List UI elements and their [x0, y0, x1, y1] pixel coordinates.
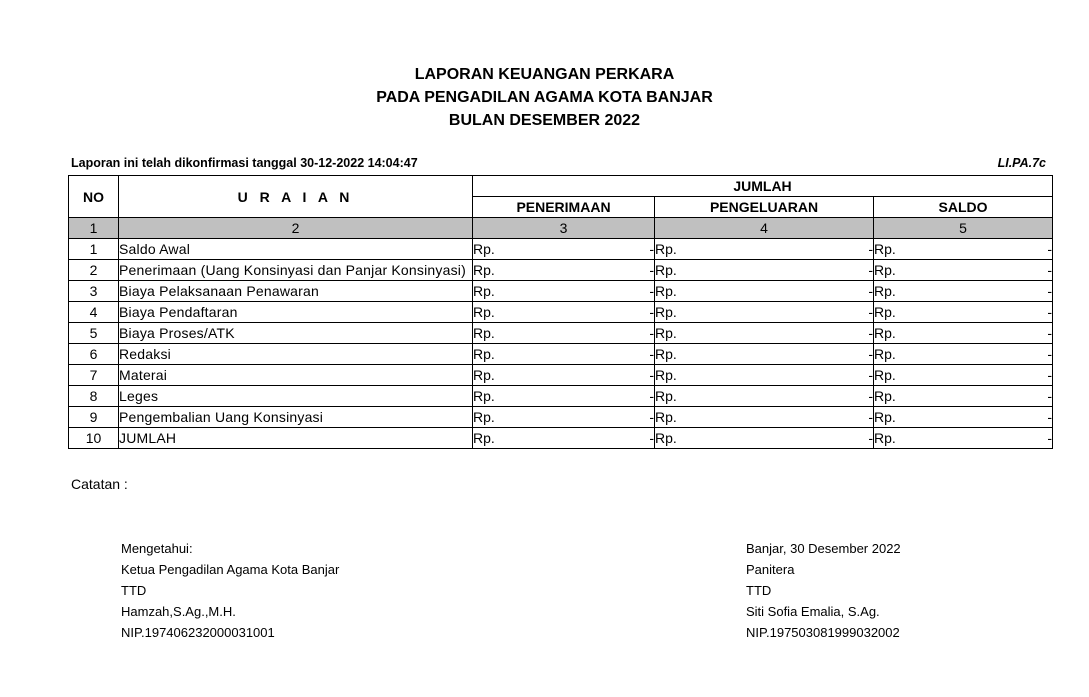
amount-value: -: [649, 388, 654, 404]
sig-left-position: Ketua Pengadilan Agama Kota Banjar: [121, 562, 340, 577]
table-row: [69, 344, 1053, 365]
amount-pengeluaran: [655, 428, 874, 449]
amount-value: -: [649, 304, 654, 320]
sig-right-ttd: TTD: [746, 583, 772, 598]
amount-saldo: [874, 302, 1053, 323]
currency-label: Rp.: [874, 262, 896, 278]
currency-label: Rp.: [655, 262, 677, 278]
currency-label: Rp.: [874, 430, 896, 446]
amount-value: -: [1047, 346, 1052, 362]
amount-value: -: [1047, 283, 1052, 299]
amount-pengeluaran: [655, 260, 874, 281]
sig-right-position: Panitera: [746, 562, 795, 577]
currency-label: Rp.: [874, 304, 896, 320]
header-uraian: U R A I A N: [119, 176, 473, 218]
amount-value: -: [1047, 325, 1052, 341]
sig-right-name: Siti Sofia Emalia, S.Ag.: [746, 604, 880, 619]
row-description: JUMLAH: [119, 428, 473, 449]
amount-value: -: [868, 409, 873, 425]
amount-value: -: [868, 304, 873, 320]
table-row: [69, 365, 1053, 386]
row-description: Pengembalian Uang Konsinyasi: [119, 407, 473, 428]
row-description: Leges: [119, 386, 473, 407]
currency-label: Rp.: [874, 367, 896, 383]
amount-value: -: [1047, 262, 1052, 278]
row-number: 1: [69, 239, 119, 260]
amount-saldo: [874, 344, 1053, 365]
currency-label: Rp.: [655, 409, 677, 425]
header-pengeluaran: PENGELUARAN: [655, 197, 874, 218]
amount-pengeluaran: [655, 239, 874, 260]
row-description: Penerimaan (Uang Konsinyasi dan Panjar Konsinyasi): [119, 260, 473, 281]
currency-label: Rp.: [473, 367, 495, 383]
confirmation-text: Laporan ini telah dikonfirmasi tanggal 30-12-2022 14:04:47: [71, 156, 418, 170]
row-description: Saldo Awal: [119, 239, 473, 260]
amount-saldo: [874, 407, 1053, 428]
row-number: 9: [69, 407, 119, 428]
amount-value: -: [649, 430, 654, 446]
currency-label: Rp.: [874, 241, 896, 257]
amount-value: -: [868, 388, 873, 404]
amount-penerimaan: [473, 239, 655, 260]
row-number: 4: [69, 302, 119, 323]
amount-value: -: [649, 409, 654, 425]
amount-saldo: [874, 239, 1053, 260]
currency-label: Rp.: [655, 346, 677, 362]
row-number: 5: [69, 323, 119, 344]
currency-label: Rp.: [655, 283, 677, 299]
amount-value: -: [649, 367, 654, 383]
currency-label: Rp.: [655, 430, 677, 446]
amount-value: -: [868, 283, 873, 299]
currency-label: Rp.: [874, 325, 896, 341]
amount-pengeluaran: [655, 407, 874, 428]
currency-label: Rp.: [874, 388, 896, 404]
table-row: [69, 428, 1053, 449]
table-row: [69, 407, 1053, 428]
currency-label: Rp.: [655, 304, 677, 320]
currency-label: Rp.: [473, 304, 495, 320]
amount-value: -: [1047, 388, 1052, 404]
table-row: [69, 239, 1053, 260]
amount-value: -: [649, 262, 654, 278]
amount-pengeluaran: [655, 323, 874, 344]
row-number: 3: [69, 281, 119, 302]
row-number: 2: [69, 260, 119, 281]
currency-label: Rp.: [874, 409, 896, 425]
amount-pengeluaran: [655, 344, 874, 365]
amount-value: -: [868, 346, 873, 362]
amount-value: -: [649, 325, 654, 341]
currency-label: Rp.: [655, 367, 677, 383]
table-row: [69, 386, 1053, 407]
sig-left-ttd: TTD: [121, 583, 147, 598]
table-row: [69, 302, 1053, 323]
row-number: 8: [69, 386, 119, 407]
currency-label: Rp.: [655, 388, 677, 404]
header-saldo: SALDO: [874, 197, 1053, 218]
amount-value: -: [868, 430, 873, 446]
amount-value: -: [1047, 409, 1052, 425]
amount-penerimaan: [473, 365, 655, 386]
currency-label: Rp.: [874, 346, 896, 362]
currency-label: Rp.: [473, 409, 495, 425]
signature-left: [121, 538, 339, 643]
sig-right-nip: NIP.197503081999032002: [746, 625, 900, 640]
amount-saldo: [874, 428, 1053, 449]
amount-value: -: [868, 325, 873, 341]
row-description: Biaya Pendaftaran: [119, 302, 473, 323]
column-number-row: [69, 218, 1053, 239]
amount-value: -: [1047, 241, 1052, 257]
amount-penerimaan: [473, 386, 655, 407]
amount-value: -: [649, 346, 654, 362]
amount-penerimaan: [473, 407, 655, 428]
amount-penerimaan: [473, 428, 655, 449]
currency-label: Rp.: [473, 325, 495, 341]
row-description: Redaksi: [119, 344, 473, 365]
table-row: [69, 281, 1053, 302]
row-description: Biaya Pelaksanaan Penawaran: [119, 281, 473, 302]
signature-right: [746, 538, 901, 643]
sig-right-place-date: Banjar, 30 Desember 2022: [746, 541, 901, 556]
amount-value: -: [868, 367, 873, 383]
header-jumlah: JUMLAH: [473, 176, 1053, 197]
amount-value: -: [868, 262, 873, 278]
report-title: LAPORAN KEUANGAN PERKARA: [414, 66, 675, 83]
currency-label: Rp.: [473, 283, 495, 299]
amount-value: -: [649, 241, 654, 257]
currency-label: Rp.: [655, 325, 677, 341]
amount-pengeluaran: [655, 386, 874, 407]
row-description: Materai: [119, 365, 473, 386]
currency-label: Rp.: [874, 283, 896, 299]
row-description: Biaya Proses/ATK: [119, 323, 473, 344]
amount-penerimaan: [473, 302, 655, 323]
amount-penerimaan: [473, 344, 655, 365]
amount-value: -: [1047, 304, 1052, 320]
column-number: 1: [69, 218, 119, 239]
sig-left-name: Hamzah,S.Ag.,M.H.: [121, 604, 236, 619]
row-number: 7: [69, 365, 119, 386]
currency-label: Rp.: [473, 241, 495, 257]
amount-penerimaan: [473, 260, 655, 281]
sig-left-nip: NIP.197406232000031001: [121, 625, 275, 640]
currency-label: Rp.: [473, 262, 495, 278]
header-no: NO: [69, 176, 119, 218]
table-row: [69, 323, 1053, 344]
row-number: 6: [69, 344, 119, 365]
table-row: [69, 260, 1053, 281]
amount-saldo: [874, 365, 1053, 386]
amount-penerimaan: [473, 323, 655, 344]
amount-value: -: [1047, 430, 1052, 446]
amount-pengeluaran: [655, 365, 874, 386]
amount-saldo: [874, 323, 1053, 344]
sig-left-acknowledged: Mengetahui:: [121, 541, 193, 556]
amount-value: -: [649, 283, 654, 299]
notes-label: Catatan :: [71, 476, 128, 492]
amount-value: -: [1047, 367, 1052, 383]
currency-label: Rp.: [473, 346, 495, 362]
currency-label: Rp.: [655, 241, 677, 257]
column-number: 2: [119, 218, 473, 239]
currency-label: Rp.: [473, 430, 495, 446]
row-number: 10: [69, 428, 119, 449]
amount-value: -: [868, 241, 873, 257]
column-number: 5: [874, 218, 1053, 239]
report-period: BULAN DESEMBER 2022: [448, 112, 641, 129]
financial-table: [68, 175, 1053, 449]
header-row: [69, 176, 1053, 197]
amount-penerimaan: [473, 281, 655, 302]
amount-pengeluaran: [655, 302, 874, 323]
currency-label: Rp.: [473, 388, 495, 404]
form-code: LI.PA.7c: [997, 156, 1046, 170]
column-number: 3: [473, 218, 655, 239]
amount-saldo: [874, 386, 1053, 407]
report-subtitle: PADA PENGADILAN AGAMA KOTA BANJAR: [376, 89, 713, 106]
header-penerimaan: PENERIMAAN: [473, 197, 655, 218]
column-number: 4: [655, 218, 874, 239]
amount-saldo: [874, 281, 1053, 302]
amount-saldo: [874, 260, 1053, 281]
amount-pengeluaran: [655, 281, 874, 302]
